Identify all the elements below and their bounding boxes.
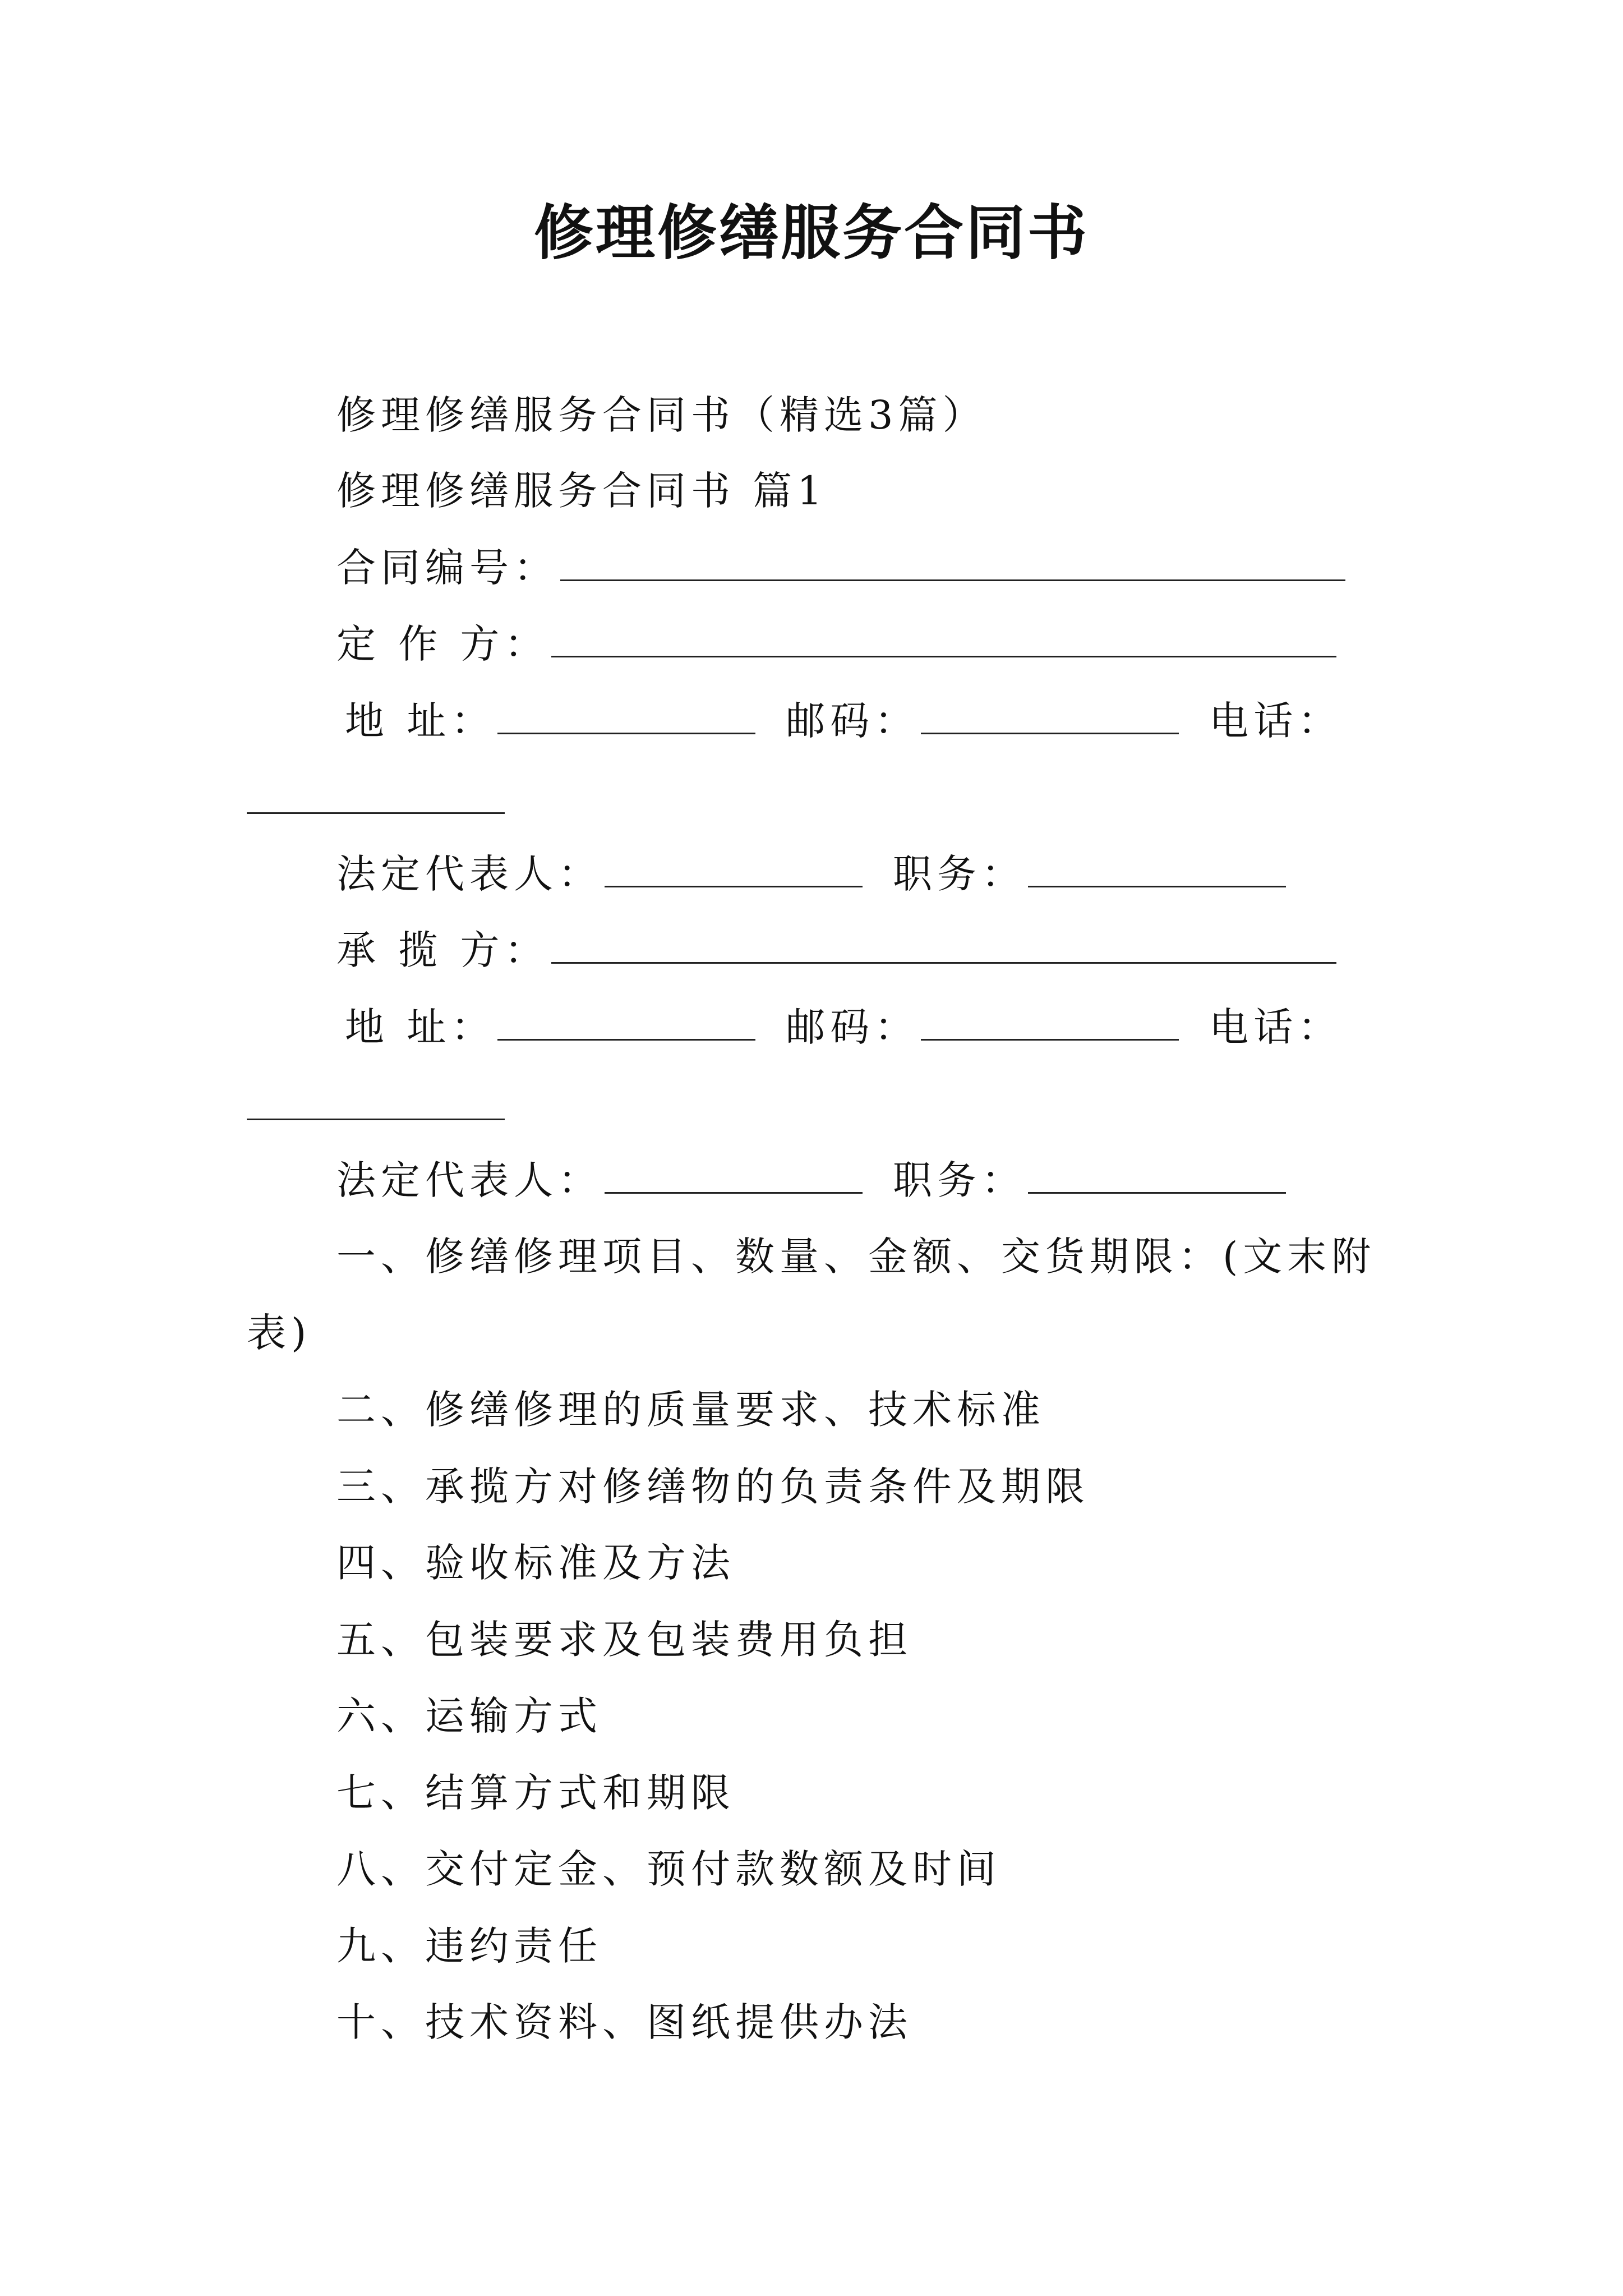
clause-10: 十、技术资料、图纸提供办法 bbox=[336, 1999, 912, 2045]
legal-rep-blank-2[interactable] bbox=[605, 1153, 863, 1194]
address-label-2: 地 址： bbox=[345, 1004, 496, 1050]
orderer-legal-rep-row bbox=[336, 846, 1288, 902]
document-title: 修理修缮服务合同书 bbox=[534, 197, 1089, 268]
zip-label-1: 邮码： bbox=[786, 698, 919, 744]
phone-blank-1[interactable] bbox=[247, 812, 505, 814]
zip-blank-1[interactable] bbox=[921, 693, 1179, 734]
orderer-blank[interactable] bbox=[551, 616, 1336, 657]
clause-9: 九、违约责任 bbox=[336, 1923, 602, 1969]
contractor-contact-row bbox=[345, 999, 1342, 1055]
position-blank-1[interactable] bbox=[1028, 846, 1286, 887]
position-label-1: 职务： bbox=[893, 851, 1026, 897]
contractor-row bbox=[336, 922, 1339, 978]
contractor-legal-rep-row bbox=[336, 1152, 1288, 1208]
orderer-contact-row bbox=[345, 693, 1342, 749]
clause-1: 一、修缮修理项目、数量、金额、交货期限：(文末附表) bbox=[247, 1234, 1376, 1356]
contractor-label: 承 揽 方： bbox=[336, 927, 549, 973]
contract-no-label: 合同编号： bbox=[336, 545, 558, 591]
legal-rep-label-2: 法定代表人： bbox=[336, 1157, 602, 1203]
orderer-row bbox=[336, 616, 1339, 672]
clause-4: 四、验收标准及方法 bbox=[336, 1540, 735, 1586]
contractor-blank[interactable] bbox=[551, 923, 1336, 964]
address-blank-2[interactable] bbox=[497, 1000, 755, 1041]
contract-no-blank[interactable] bbox=[560, 540, 1345, 581]
clause-2: 二、修缮修理的质量要求、技术标准 bbox=[336, 1387, 1045, 1433]
phone-label-1: 电话： bbox=[1209, 698, 1343, 744]
clause-7: 七、结算方式和期限 bbox=[336, 1770, 735, 1816]
clause-5: 五、包装要求及包装费用负担 bbox=[336, 1617, 912, 1663]
position-label-2: 职务： bbox=[893, 1157, 1026, 1203]
zip-blank-2[interactable] bbox=[921, 1000, 1179, 1041]
zip-label-2: 邮码： bbox=[786, 1004, 919, 1050]
orderer-label: 定 作 方： bbox=[336, 621, 549, 667]
phone-blank-2[interactable] bbox=[247, 1119, 505, 1120]
contract-no-row bbox=[336, 540, 1348, 596]
legal-rep-blank-1[interactable] bbox=[605, 846, 863, 887]
clause-3: 三、承揽方对修缮物的负责条件及期限 bbox=[336, 1464, 1090, 1510]
document-subtitle: 修理修缮服务合同书（精选3篇） bbox=[336, 392, 987, 438]
clause-8: 八、交付定金、预付款数额及时间 bbox=[336, 1846, 1001, 1892]
clause-6: 六、运输方式 bbox=[336, 1693, 602, 1739]
address-blank-1[interactable] bbox=[497, 693, 755, 734]
position-blank-2[interactable] bbox=[1028, 1153, 1286, 1194]
phone-label-2: 电话： bbox=[1209, 1004, 1343, 1050]
legal-rep-label-1: 法定代表人： bbox=[336, 851, 602, 897]
section-heading: 修理修缮服务合同书 篇1 bbox=[336, 468, 827, 514]
address-label-1: 地 址： bbox=[345, 698, 496, 744]
